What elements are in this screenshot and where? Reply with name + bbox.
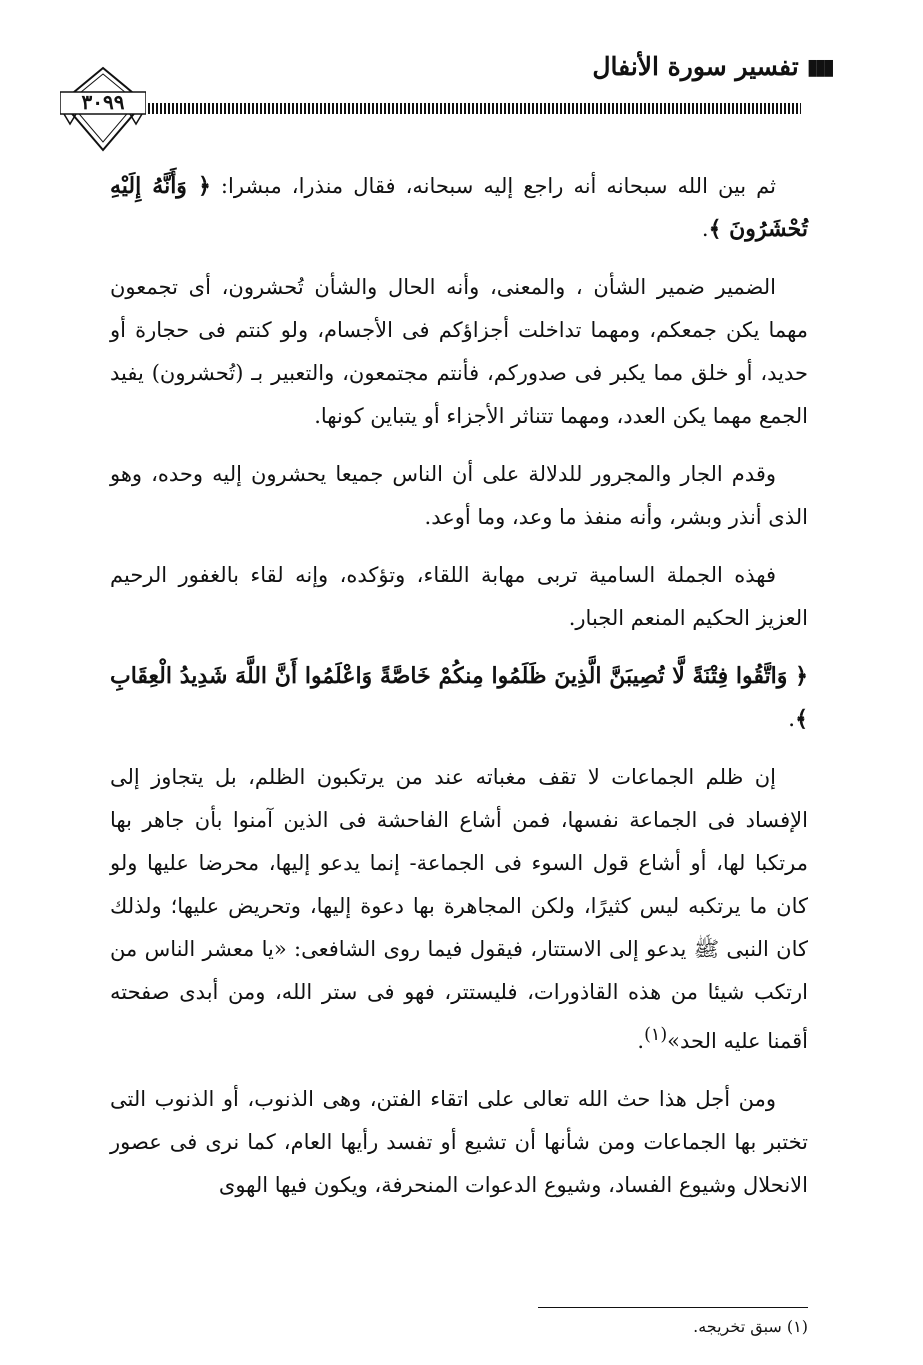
quran-verse-block: ﴿ وَاتَّقُوا فِتْنَةً لَّا تُصِيبَنَّ الَّذِينَ ظَلَمُوا مِنكُمْ خَاصَّةً وَاعْلَمُوا أَنَّ اللَّهَ شَدِيدُ الْعِقَابِ ﴾.: [110, 663, 808, 732]
quran-verse: ﴿ وَأَنَّهُ إِلَيْهِ تُحْشَرُونَ ﴾: [110, 173, 808, 242]
running-header: [592, 52, 831, 81]
paragraph-6: إن ظلم الجماعات لا تقف مغباته عند من يرتكبون الظلم، بل يتجاوز إلى الإفساد فى الجماعة نفسها، فمن أشاع الفاحشة فى الذين آمنوا بأن جاهر بها مرتكبا لها، أو أشاع قول السوء فى الجماعة- إنما يدعو إليها، محرضا عليها ولو كان ما يرتكبه ليس كثيرًا، ولكن المجاهرة بها دعوة إليها، وتحريض عليها؛ ولذلك كان النبى ﷺ يدعو إلى الاستتار، فيقول فيما روى الشافعى: «يا معشر الناس من ارتكب شيئا من هذه القاذورات، فليستتر، فهو فى ستر الله، ومن أبدى صفحته أقمنا عليه الحد»$^{(١)}$.: [110, 765, 808, 1053]
footnote-divider: [538, 1307, 808, 1308]
header-rule: [140, 103, 801, 114]
paragraph-2: الضمير ضمير الشأن ، والمعنى، وأنه الحال والشأن تُحشرون، أى تجمعون مهما يكن جمعكم، ومهما تداخلت أجزاؤكم فى الأجسام، ولو كنتم فى حجارة أو حديد، أو خلق مما يكبر فى صدوركم، فأنتم مجتمعون، والتعبير بـ (تُحشرون) يفيد الجمع مهما يكن العدد، ومهما تتناثر الأجزاء أو يتباين كونها.: [110, 275, 808, 428]
paragraph-1: ثم بين الله سبحانه أنه راجع إليه سبحانه، فقال منذرا، مبشرا: ﴿ وَأَنَّهُ إِلَيْهِ تُحْشَرُونَ ﴾.: [110, 173, 808, 242]
paragraph-4: فهذه الجملة السامية تربى مهابة اللقاء، وتؤكده، وإنه لقاء بالغفور الرحيم العزيز الحكيم المنعم الجبار.: [110, 563, 808, 630]
page-number: ٣٠٩٩: [81, 90, 125, 114]
header-title: تفسير سورة الأنفال: [592, 52, 799, 81]
footnote-ref[interactable]: (١): [644, 1025, 668, 1045]
ornament-icon: ▮▮▮: [806, 53, 831, 80]
paragraph-3: وقدم الجار والمجرور للدلالة على أن الناس جميعا يحشرون إليه وحده، وهو الذى أنذر وبشر، وأنه منفذ ما وعد، وما أوعد.: [110, 462, 808, 529]
body-text: [110, 165, 808, 1207]
footnote: (١) سبق تخريجه.: [693, 1317, 808, 1336]
paragraph-7: ومن أجل هذا حث الله تعالى على اتقاء الفتن، وهى الذنوب، أو الذنوب التى تختبر بها الجماعات ومن شأنها أن تشيع أو تفسد رأيها العام، كما نرى فى عصور الانحلال وشيوع الفساد، وشيوع الدعوات المنحرفة، ويكون فيها الهوى: [110, 1087, 808, 1197]
